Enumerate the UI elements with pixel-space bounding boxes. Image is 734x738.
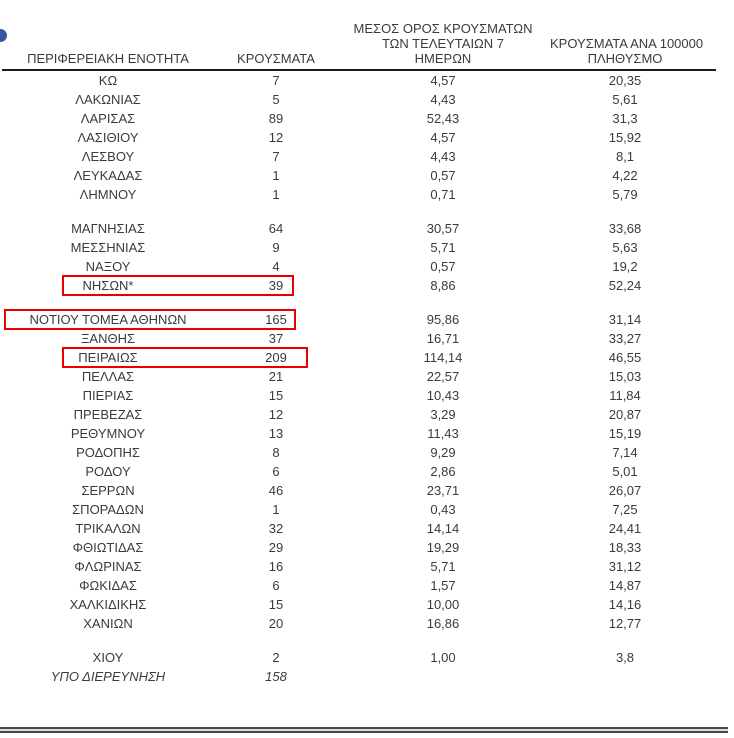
cell-7day-average: 16,71 (426, 331, 460, 346)
cell-7day-average: 11,43 (427, 426, 459, 441)
column-header-label: ΚΡΟΥΣΜΑΤΑ (237, 51, 315, 66)
column-header-regional-unit (0, 51, 216, 68)
cell-regional-unit: ΛΑΚΩΝΙΑΣ (75, 92, 141, 107)
cell-regional-unit: ΣΠΟΡΑΔΩΝ (72, 502, 144, 517)
cell-cases: 5 (272, 92, 280, 107)
column-header-label-line: ΤΩΝ ΤΕΛΕΥΤΑΙΩΝ 7 (381, 36, 505, 51)
cell-cases-per-100k: 15,19 (608, 426, 642, 441)
table-row (0, 614, 720, 633)
cell-cases-per-100k: 31,3 (612, 111, 638, 126)
cell-regional-unit: ΠΡΕΒΕΖΑΣ (73, 407, 143, 422)
table-row (0, 238, 720, 257)
table-row (0, 219, 720, 238)
cell-cases: 165 (265, 312, 287, 327)
cell-7day-average: 0,57 (430, 259, 456, 274)
cell-cases: 6 (272, 578, 280, 593)
cell-7day-average: 52,43 (426, 111, 460, 126)
table-row (0, 185, 720, 204)
table-row (0, 648, 720, 667)
cell-7day-average: 4,57 (430, 130, 456, 145)
table-row (0, 147, 720, 166)
cell-cases: 46 (268, 483, 284, 498)
table-row (0, 405, 720, 424)
cell-7day-average: 5,71 (430, 240, 456, 255)
table-row (0, 329, 720, 348)
cell-regional-unit: ΥΠΟ ΔΙΕΡΕΥΝΗΣΗ (50, 669, 166, 684)
cell-cases: 39 (268, 278, 284, 293)
cell-7day-average: 95,86 (426, 312, 460, 327)
cell-regional-unit: ΜΕΣΣΗΝΙΑΣ (70, 240, 146, 255)
table-row (0, 667, 720, 686)
cell-cases-per-100k: 3,8 (615, 650, 635, 665)
column-header-label-line: ΠΛΗΘΥΣΜΟ (587, 51, 663, 66)
cell-7day-average: 8,86 (430, 278, 456, 293)
table-row (0, 166, 720, 185)
column-header-7day-average (336, 21, 550, 68)
cell-regional-unit: ΝΟΤΙΟΥ ΤΟΜΕΑ ΑΘΗΝΩΝ (29, 312, 187, 327)
cell-cases-per-100k: 15,03 (608, 369, 642, 384)
cell-cases: 21 (268, 369, 284, 384)
cell-regional-unit: ΤΡΙΚΑΛΩΝ (75, 521, 141, 536)
cell-regional-unit: ΚΩ (98, 73, 118, 88)
cell-cases-per-100k: 7,25 (612, 502, 638, 517)
table-row (0, 257, 720, 276)
cell-cases: 158 (265, 669, 287, 684)
cell-cases: 29 (268, 540, 284, 555)
cell-7day-average: 22,57 (426, 369, 460, 384)
cell-cases-per-100k: 26,07 (608, 483, 642, 498)
cell-7day-average: 16,86 (426, 616, 460, 631)
spacer-row (0, 204, 720, 219)
table-row (0, 310, 720, 329)
cell-7day-average: 4,57 (430, 73, 456, 88)
cell-cases: 4 (272, 259, 280, 274)
cell-cases: 12 (268, 407, 284, 422)
table-row (0, 519, 720, 538)
cell-7day-average: 0,57 (430, 168, 456, 183)
cell-7day-average: 19,29 (426, 540, 460, 555)
cell-regional-unit: ΜΑΓΝΗΣΙΑΣ (71, 221, 145, 236)
cell-cases-per-100k: 5,63 (612, 240, 638, 255)
table-body (0, 71, 720, 686)
table-row (0, 90, 720, 109)
bottom-double-rule (0, 727, 728, 733)
cell-cases-per-100k: 14,16 (608, 597, 642, 612)
cell-regional-unit: ΠΕΙΡΑΙΩΣ (78, 350, 138, 365)
cell-cases: 1 (272, 168, 280, 183)
cell-cases-per-100k (550, 667, 700, 686)
table-row (0, 128, 720, 147)
table-row (0, 500, 720, 519)
cell-7day-average: 1,00 (430, 650, 456, 665)
table-row (0, 424, 720, 443)
table-row (0, 367, 720, 386)
cell-cases-per-100k: 46,55 (608, 350, 642, 365)
cell-cases: 6 (272, 464, 280, 479)
table-row (0, 71, 720, 90)
cell-cases: 2 (272, 650, 280, 665)
cell-cases-per-100k: 31,12 (608, 559, 642, 574)
cell-regional-unit: ΞΑΝΘΗΣ (80, 331, 136, 346)
cell-cases: 15 (268, 597, 284, 612)
cell-regional-unit: ΛΕΣΒΟΥ (81, 149, 135, 164)
table-row (0, 481, 720, 500)
cell-7day-average: 1,57 (430, 578, 456, 593)
cell-7day-average: 0,43 (430, 502, 456, 517)
column-header-cases (216, 51, 336, 68)
cell-regional-unit: ΠΙΕΡΙΑΣ (82, 388, 134, 403)
cell-7day-average: 4,43 (430, 92, 456, 107)
cell-cases: 12 (268, 130, 284, 145)
cell-7day-average: 0,71 (430, 187, 456, 202)
cell-7day-average: 10,00 (426, 597, 460, 612)
cell-cases-per-100k: 14,87 (608, 578, 642, 593)
column-header-label: ΠΕΡΙΦΕΡΕΙΑΚΗ ΕΝΟΤΗΤΑ (27, 51, 189, 66)
cell-cases-per-100k: 24,41 (608, 521, 642, 536)
cell-regional-unit: ΦΘΙΩΤΙΔΑΣ (72, 540, 144, 555)
cell-cases-per-100k: 20,35 (608, 73, 642, 88)
table-row (0, 386, 720, 405)
cell-cases-per-100k: 33,27 (608, 331, 642, 346)
cell-cases-per-100k: 31,14 (608, 312, 642, 327)
cell-cases: 8 (272, 445, 280, 460)
cell-regional-unit: ΛΕΥΚΑΔΑΣ (73, 168, 143, 183)
cell-cases: 16 (268, 559, 284, 574)
cell-cases-per-100k: 5,61 (612, 92, 638, 107)
cell-regional-unit: ΡΕΘΥΜΝΟΥ (70, 426, 146, 441)
cell-7day-average: 114,14 (423, 350, 463, 365)
table-row (0, 348, 720, 367)
table-row (0, 595, 720, 614)
cell-cases-per-100k: 19,2 (612, 259, 638, 274)
cell-cases: 32 (268, 521, 284, 536)
table-row (0, 576, 720, 595)
table-row (0, 276, 720, 295)
cell-regional-unit: ΛΗΜΝΟΥ (79, 187, 137, 202)
cell-regional-unit: ΧΑΛΚΙΔΙΚΗΣ (69, 597, 147, 612)
spacer-row (0, 633, 720, 648)
cell-7day-average: 10,43 (426, 388, 460, 403)
cell-regional-unit: ΧΑΝΙΩΝ (83, 616, 133, 631)
cell-cases-per-100k: 15,92 (608, 130, 642, 145)
cell-regional-unit: ΡΟΔΟΥ (85, 464, 131, 479)
cell-7day-average: 5,71 (430, 559, 456, 574)
cell-7day-average: 14,14 (426, 521, 460, 536)
cell-cases-per-100k: 18,33 (608, 540, 642, 555)
cell-7day-average: 2,86 (430, 464, 456, 479)
cell-cases: 15 (268, 388, 284, 403)
cell-regional-unit: ΝΑΞΟΥ (85, 259, 131, 274)
cell-7day-average: 3,29 (430, 407, 456, 422)
cell-cases-per-100k: 8,1 (615, 149, 635, 164)
cell-cases: 13 (268, 426, 284, 441)
table-row (0, 557, 720, 576)
table-row (0, 538, 720, 557)
cell-cases: 7 (272, 149, 280, 164)
cell-cases: 64 (268, 221, 284, 236)
table-row (0, 462, 720, 481)
table-row (0, 443, 720, 462)
cell-regional-unit: ΠΕΛΛΑΣ (81, 369, 135, 384)
cell-7day-average: 23,71 (426, 483, 460, 498)
cell-cases: 20 (268, 616, 284, 631)
cell-cases: 7 (272, 73, 280, 88)
cell-7day-average: 9,29 (430, 445, 456, 460)
table-header-row (0, 0, 720, 68)
cell-cases-per-100k: 11,84 (609, 388, 641, 403)
cell-regional-unit: ΧΙΟΥ (92, 650, 124, 665)
column-header-label-line: ΜΕΣΟΣ ΟΡΟΣ ΚΡΟΥΣΜΑΤΩΝ (353, 21, 533, 36)
cell-cases-per-100k: 20,87 (608, 407, 642, 422)
cell-regional-unit: ΛΑΣΙΘΙΟΥ (77, 130, 139, 145)
column-header-label-line: ΗΜΕΡΩΝ (414, 51, 472, 66)
cell-cases-per-100k: 4,22 (612, 168, 638, 183)
cell-cases-per-100k: 33,68 (608, 221, 642, 236)
cell-cases: 1 (272, 502, 280, 517)
spacer-row (0, 295, 720, 310)
cell-7day-average (336, 667, 550, 686)
cell-regional-unit: ΡΟΔΟΠΗΣ (76, 445, 140, 460)
cell-cases: 89 (268, 111, 284, 126)
cell-regional-unit: ΦΛΩΡΙΝΑΣ (74, 559, 142, 574)
cell-regional-unit: ΝΗΣΩΝ* (82, 278, 134, 293)
cell-cases: 209 (265, 350, 287, 365)
cell-cases: 1 (272, 187, 280, 202)
cell-7day-average: 4,43 (430, 149, 456, 164)
cell-cases-per-100k: 5,79 (612, 187, 638, 202)
cell-cases-per-100k: 5,01 (612, 464, 638, 479)
cell-cases: 9 (272, 240, 280, 255)
cell-cases-per-100k: 52,24 (608, 278, 642, 293)
column-header-cases-per-100k (550, 36, 704, 68)
table-row (0, 109, 720, 128)
cell-cases: 37 (268, 331, 284, 346)
column-header-label-line: ΚΡΟΥΣΜΑΤΑ ΑΝΑ 100000 (550, 36, 704, 51)
cell-cases-per-100k: 12,77 (608, 616, 642, 631)
cell-regional-unit: ΣΕΡΡΩΝ (81, 483, 135, 498)
cell-regional-unit: ΦΩΚΙΔΑΣ (79, 578, 137, 593)
cell-7day-average: 30,57 (426, 221, 460, 236)
cell-cases-per-100k: 7,14 (612, 445, 638, 460)
cell-regional-unit: ΛΑΡΙΣΑΣ (80, 111, 136, 126)
